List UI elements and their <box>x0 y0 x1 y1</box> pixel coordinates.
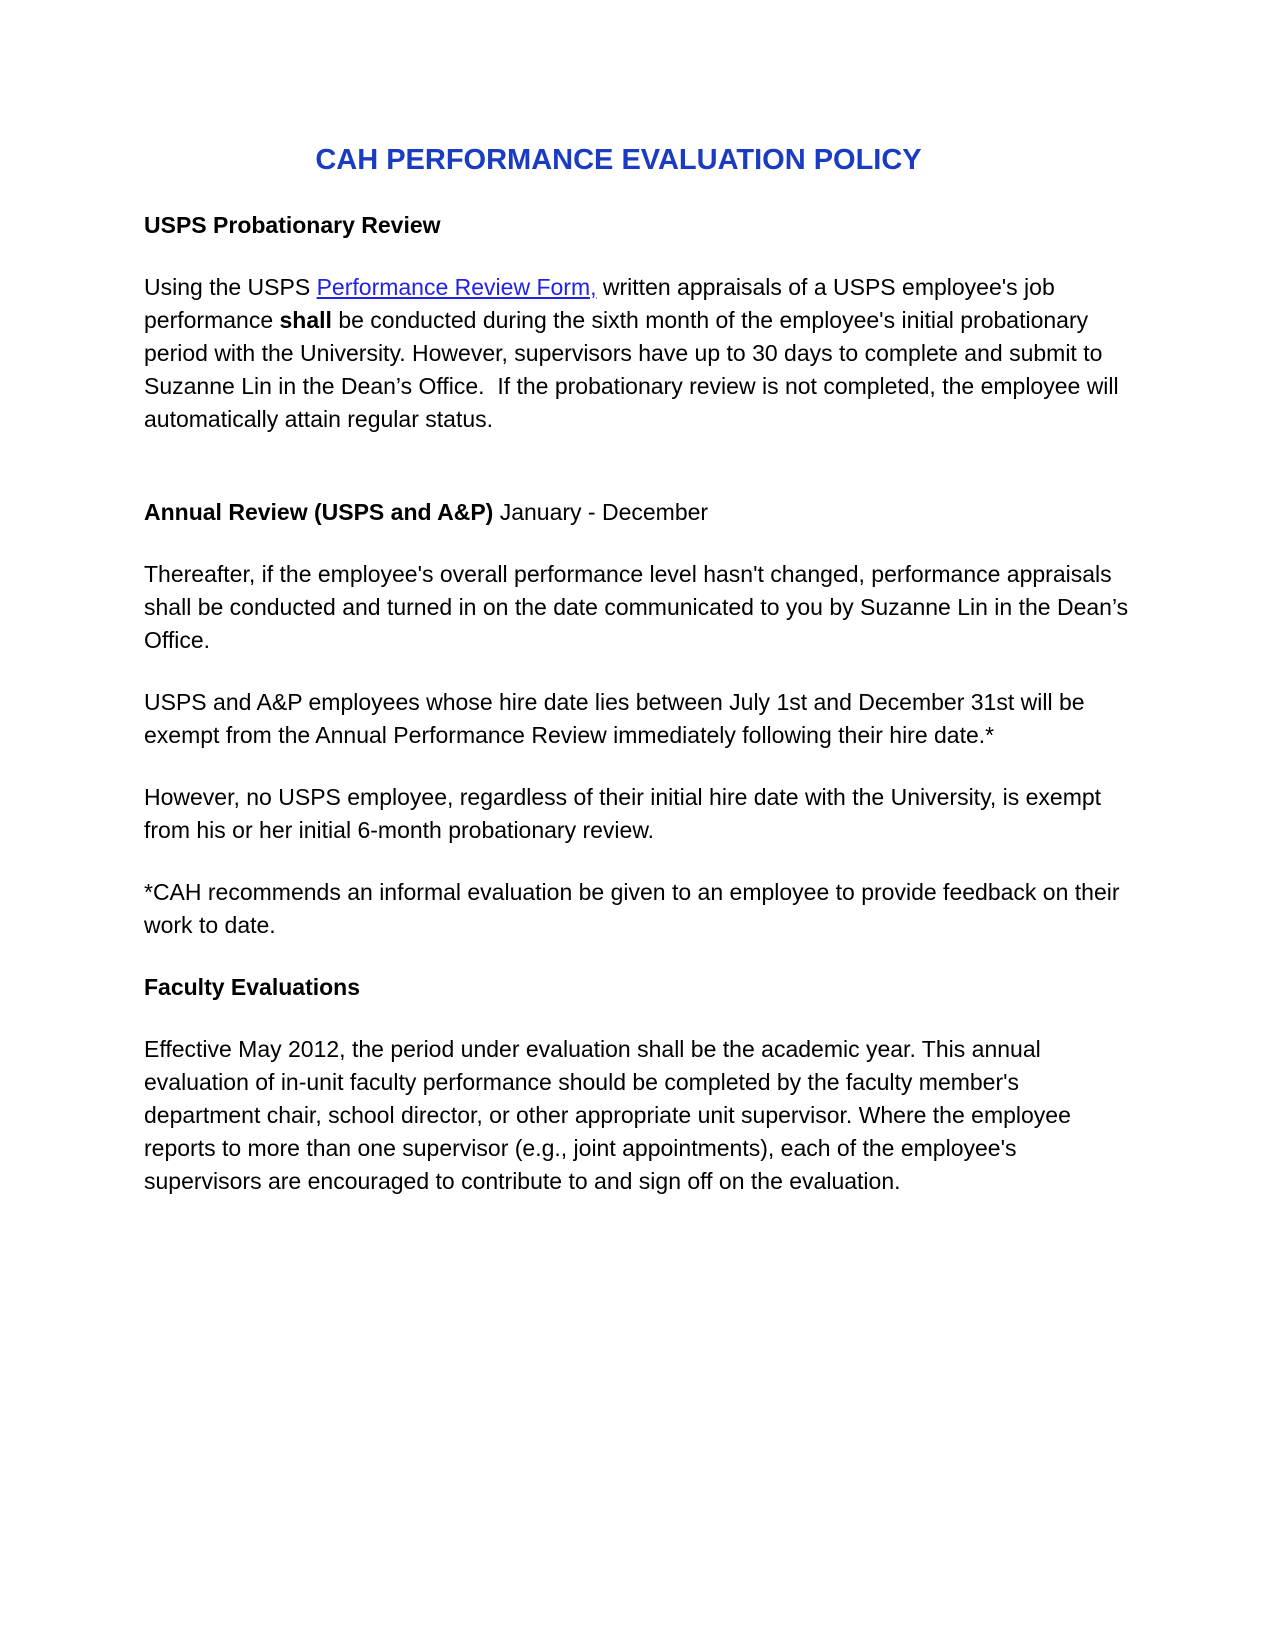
paragraph-hire-date-exemption: USPS and A&P employees whose hire date lies between July 1st and December 31st will be exempt from the Annual Performance Review immediately following their hire date.* <box>144 689 1091 748</box>
heading-usps-probationary-review: USPS Probationary Review <box>144 212 441 238</box>
paragraph-no-usps-exempt: However, no USPS employee, regardless of their initial hire date with the University, is exempt from his or her initial 6-month probationary review. <box>144 784 1108 843</box>
paragraph-thereafter: Thereafter, if the employee's overall performance level hasn't changed, performance appraisals shall be conducted and turned in on the date communicated to you by Suzanne Lin in the Dean’s Office. <box>144 561 1135 653</box>
document-title: CAH PERFORMANCE EVALUATION POLICY <box>315 144 922 176</box>
paragraph-text: be conducted during the sixth month of the employee's initial probationary period with the University. However, supervisors have up to 30 days to complete and submit to Suzanne Lin in the Dean’s Office. If the probationary review is not completed, the employee will automatically attain regular status. <box>144 307 1126 432</box>
blank-line <box>144 465 1133 496</box>
heading-annual-review-dates: January - December <box>493 499 709 525</box>
paragraph-cah-recommends: *CAH recommends an informal evaluation be given to an employee to provide feedback on their work to date. <box>144 879 1126 938</box>
heading-faculty-evaluations: Faculty Evaluations <box>144 974 361 1000</box>
emphasis-shall: shall <box>279 307 332 333</box>
heading-annual-review <box>144 496 1133 529</box>
paragraph-usps-probationary <box>144 271 1133 436</box>
paragraph-text: Using the USPS <box>144 274 317 300</box>
paragraph-faculty-evaluations: Effective May 2012, the period under evaluation shall be the academic year. This annual evaluation of in-unit faculty performance should be completed by the faculty member's department chair, school director, or other appropriate unit supervisor. Where the employee reports to more than one supervisor (e.g., joint appointments), each of the employee's supervisors are encouraged to contribute to and sign off on the evaluation. <box>144 1036 1078 1194</box>
paragraph-text: written appraisals of a USPS employee's job performance <box>144 274 1062 333</box>
heading-annual-review-bold: Annual Review (USPS and A&P) <box>144 499 494 525</box>
performance-review-form-link[interactable]: Performance Review Form, <box>316 274 597 300</box>
document-content <box>144 140 1133 1198</box>
